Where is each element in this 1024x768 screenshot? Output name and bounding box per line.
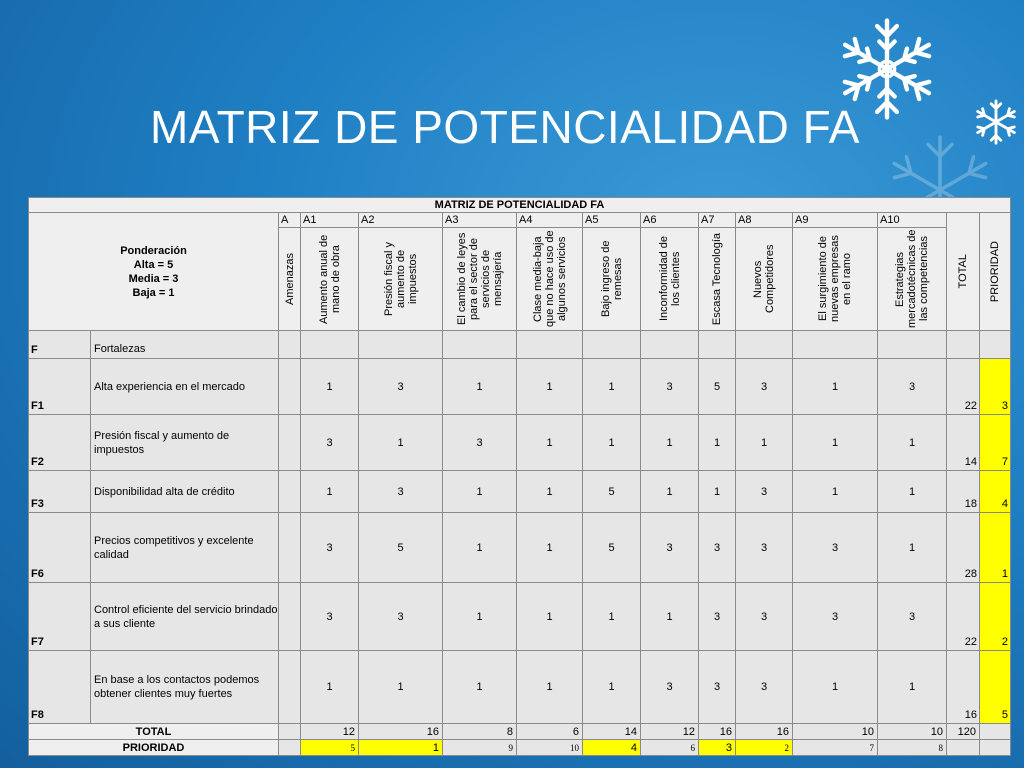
row-total: 28	[947, 513, 980, 583]
empty-cell	[279, 359, 301, 415]
score-cell: 1	[443, 651, 517, 724]
column-total: 10	[793, 724, 878, 740]
column-total: 16	[359, 724, 443, 740]
score-cell: 3	[301, 415, 359, 471]
score-cell: 3	[736, 359, 793, 415]
score-cell: 1	[443, 513, 517, 583]
total-row-label: TOTAL	[29, 724, 279, 740]
score-cell: 3	[736, 513, 793, 583]
table-row	[29, 651, 1011, 724]
score-cell: 3	[641, 513, 699, 583]
column-header	[301, 228, 359, 331]
total-header	[947, 213, 980, 331]
score-cell: 1	[517, 359, 583, 415]
column-header-text: El cambio de leyes para el sector de servicios de mensajería	[455, 232, 504, 326]
column-header-text: Escasa Tecnología	[711, 232, 723, 326]
empty-cell	[980, 724, 1011, 740]
score-cell: 1	[301, 359, 359, 415]
column-prioridad: 8	[878, 740, 947, 756]
row-prioridad: 5	[980, 651, 1011, 724]
row-total: 22	[947, 359, 980, 415]
score-cell: 1	[736, 415, 793, 471]
row-prioridad: 3	[980, 359, 1011, 415]
column-total: 6	[517, 724, 583, 740]
row-name: En base a los contactos podemos obtener clientes muy fuertes	[91, 651, 279, 724]
score-cell: 3	[359, 471, 443, 513]
row-prioridad: 2	[980, 583, 1011, 651]
empty-cell	[279, 651, 301, 724]
prioridad-row-label: PRIORIDAD	[29, 740, 279, 756]
column-code: A5	[583, 213, 641, 228]
column-header-text: Inconformidad de los clientes	[657, 236, 682, 322]
potencialidad-matrix	[28, 197, 1011, 756]
column-prioridad: 9	[443, 740, 517, 756]
score-cell: 3	[878, 583, 947, 651]
score-cell: 3	[641, 651, 699, 724]
score-cell: 3	[699, 513, 736, 583]
prioridad-header	[980, 213, 1011, 331]
score-cell: 3	[736, 471, 793, 513]
score-cell: 1	[699, 471, 736, 513]
score-cell: 3	[641, 359, 699, 415]
score-cell: 1	[793, 471, 878, 513]
ponderacion-title: Ponderación	[120, 244, 187, 257]
column-code: A6	[641, 213, 699, 228]
ponderacion-baja: Baja = 1	[132, 286, 175, 299]
table-row	[29, 471, 1011, 513]
row-total: 16	[947, 651, 980, 724]
column-header-text: Amenazas	[283, 253, 296, 305]
score-cell: 3	[359, 583, 443, 651]
column-prioridad: 1	[359, 740, 443, 756]
empty-cell	[279, 513, 301, 583]
score-cell: 1	[583, 415, 641, 471]
score-cell: 1	[641, 583, 699, 651]
column-total: 16	[736, 724, 793, 740]
row-code: F7	[29, 583, 91, 651]
table-caption: MATRIZ DE POTENCIALIDAD FA	[29, 198, 1011, 213]
column-code: A4	[517, 213, 583, 228]
score-cell: 3	[443, 415, 517, 471]
empty-cell	[980, 740, 1011, 756]
table-row	[29, 583, 1011, 651]
score-cell: 1	[517, 651, 583, 724]
column-code: A9	[793, 213, 878, 228]
column-header-text: El surgimiento de nuevas empresas en el ramo	[817, 235, 853, 323]
empty-cell	[279, 724, 301, 740]
total-header-text: TOTAL	[957, 254, 969, 289]
empty-cell	[947, 740, 980, 756]
column-header	[878, 228, 947, 331]
score-cell: 3	[793, 513, 878, 583]
column-code: A7	[699, 213, 736, 228]
prioridad-header-text: PRIORIDAD	[989, 240, 1001, 303]
score-cell: 1	[443, 359, 517, 415]
column-code: A	[279, 213, 301, 228]
score-cell: 5	[699, 359, 736, 415]
column-code: A2	[359, 213, 443, 228]
score-cell: 3	[301, 513, 359, 583]
empty-cell	[279, 583, 301, 651]
score-cell: 1	[793, 359, 878, 415]
column-header	[736, 228, 793, 331]
score-cell: 1	[443, 583, 517, 651]
column-header-text: Aumento anual de mano de obra	[317, 234, 342, 324]
score-cell: 1	[517, 513, 583, 583]
row-prioridad: 7	[980, 415, 1011, 471]
column-prioridad: 7	[793, 740, 878, 756]
score-cell: 3	[736, 583, 793, 651]
table-row	[29, 415, 1011, 471]
column-prioridad: 3	[699, 740, 736, 756]
score-cell: 5	[359, 513, 443, 583]
column-prioridad: 5	[301, 740, 359, 756]
score-cell: 1	[517, 415, 583, 471]
score-cell: 3	[699, 583, 736, 651]
slide-title: MATRIZ DE POTENCIALIDAD FA	[150, 101, 860, 153]
score-cell: 1	[517, 471, 583, 513]
score-cell: 1	[699, 415, 736, 471]
score-cell: 1	[359, 415, 443, 471]
row-total: 14	[947, 415, 980, 471]
column-code: A1	[301, 213, 359, 228]
row-name: Control eficiente del servicio brindado a sus cliente	[91, 583, 279, 651]
column-code: A8	[736, 213, 793, 228]
column-header-text: Presión fiscal y aumento de impuestos	[382, 242, 419, 316]
column-header	[517, 228, 583, 331]
score-cell: 1	[641, 471, 699, 513]
row-prioridad: 4	[980, 471, 1011, 513]
score-cell: 3	[878, 359, 947, 415]
column-header-text: Estrategias mercadotécnicas de las competencias	[894, 229, 930, 329]
empty-cell	[279, 415, 301, 471]
empty-cell	[279, 471, 301, 513]
row-total: 22	[947, 583, 980, 651]
score-cell: 1	[878, 651, 947, 724]
row-code: F3	[29, 471, 91, 513]
score-cell: 3	[301, 583, 359, 651]
column-header	[793, 228, 878, 331]
total-row	[29, 724, 1011, 740]
column-header	[279, 228, 301, 331]
score-cell: 1	[517, 583, 583, 651]
score-cell: 1	[301, 471, 359, 513]
score-cell: 3	[793, 583, 878, 651]
row-name: Disponibilidad alta de crédito	[91, 471, 279, 513]
row-code: F1	[29, 359, 91, 415]
score-cell: 1	[359, 651, 443, 724]
row-name: Precios competitivos y excelente calidad	[91, 513, 279, 583]
column-header	[443, 228, 517, 331]
column-prioridad: 2	[736, 740, 793, 756]
score-cell: 3	[699, 651, 736, 724]
prioridad-row	[29, 740, 1011, 756]
score-cell: 1	[583, 359, 641, 415]
column-header	[359, 228, 443, 331]
column-prioridad: 6	[641, 740, 699, 756]
score-cell: 1	[878, 471, 947, 513]
column-total: 8	[443, 724, 517, 740]
score-cell: 1	[878, 415, 947, 471]
column-total: 10	[878, 724, 947, 740]
column-header	[641, 228, 699, 331]
score-cell: 3	[359, 359, 443, 415]
column-total: 12	[301, 724, 359, 740]
row-total: 18	[947, 471, 980, 513]
row-code: F6	[29, 513, 91, 583]
grand-total: 120	[947, 724, 980, 740]
score-cell: 1	[583, 651, 641, 724]
score-cell: 1	[301, 651, 359, 724]
ponderacion-legend	[29, 213, 279, 331]
score-cell: 5	[583, 471, 641, 513]
score-cell: 1	[793, 415, 878, 471]
row-code: F2	[29, 415, 91, 471]
score-cell: 1	[641, 415, 699, 471]
column-total: 16	[699, 724, 736, 740]
score-cell: 1	[793, 651, 878, 724]
empty-cell	[279, 740, 301, 756]
column-prioridad: 10	[517, 740, 583, 756]
row-name: Presión fiscal y aumento de impuestos	[91, 415, 279, 471]
column-header	[699, 228, 736, 331]
column-code: A3	[443, 213, 517, 228]
score-cell: 1	[583, 583, 641, 651]
row-prioridad: 1	[980, 513, 1011, 583]
ponderacion-media: Media = 3	[128, 272, 179, 285]
fortalezas-code: F	[29, 331, 91, 359]
fortalezas-label: Fortalezas	[91, 331, 279, 359]
column-code: A10	[878, 213, 947, 228]
column-header-text: Clase media-baja que no hace uso de algunos servicios	[531, 230, 568, 328]
column-header	[583, 228, 641, 331]
column-total: 14	[583, 724, 641, 740]
score-cell: 1	[878, 513, 947, 583]
column-total: 12	[641, 724, 699, 740]
row-name: Alta experiencia en el mercado	[91, 359, 279, 415]
column-header-text: Nuevos Competidores	[752, 244, 776, 314]
ponderacion-alta: Alta = 5	[133, 258, 174, 271]
score-cell: 5	[583, 513, 641, 583]
table-row	[29, 513, 1011, 583]
row-code: F8	[29, 651, 91, 724]
score-cell: 3	[736, 651, 793, 724]
column-prioridad: 4	[583, 740, 641, 756]
table-row	[29, 359, 1011, 415]
column-header-text: Bajo ingreso de remesas	[599, 240, 624, 318]
score-cell: 1	[443, 471, 517, 513]
